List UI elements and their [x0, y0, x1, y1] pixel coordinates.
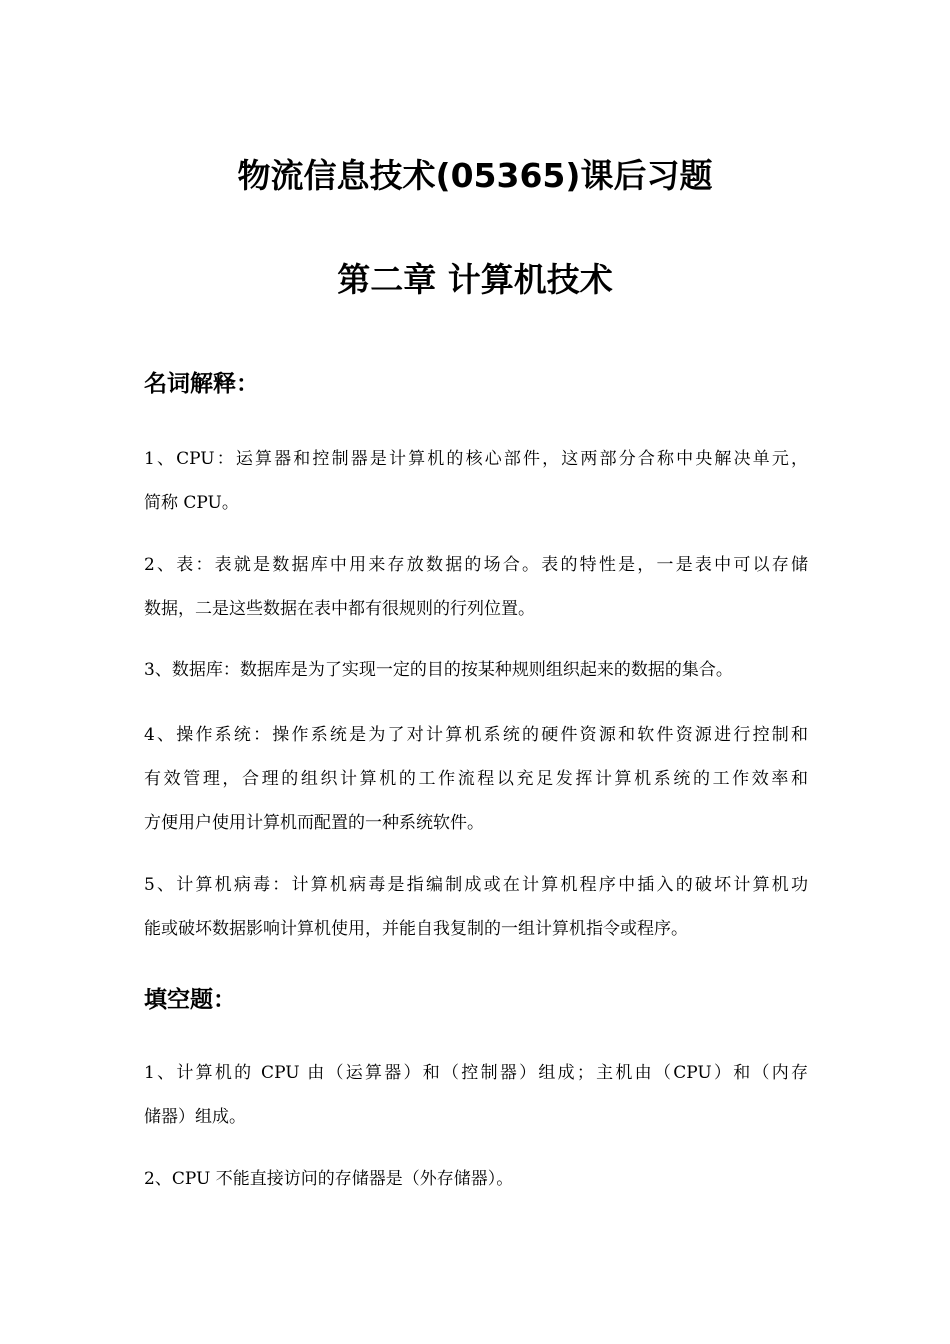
paragraph-line: 方便用户使用计算机而配置的一种系统软件。	[144, 813, 484, 833]
definition-item-database	[144, 648, 808, 692]
paragraph-line: 有效管理，合理的组织计算机的工作流程以充足发挥计算机系统的工作效率和	[144, 769, 808, 789]
paragraph-line: 1、计算机的 CPU 由（运算器）和（控制器）组成；主机由（CPU）和（内存	[144, 1063, 808, 1083]
definition-item-operating-system	[144, 713, 808, 845]
paragraph-line: 储器）组成。	[144, 1107, 246, 1127]
paragraph-line: 4、操作系统：操作系统是为了对计算机系统的硬件资源和软件资源进行控制和	[144, 725, 808, 745]
definition-item-computer-virus	[144, 863, 808, 951]
fill-blank-item-2	[144, 1157, 808, 1201]
paragraph-line: 1、CPU：运算器和控制器是计算机的核心部件，这两部分合称中央解决单元，	[144, 449, 808, 469]
paragraph-line: 3、数据库：数据库是为了实现一定的目的按某种规则组织起来的数据的集合。	[144, 660, 733, 680]
section-heading-fill-in-blank: 填空题：	[144, 987, 236, 1013]
definition-item-table	[144, 543, 808, 631]
paragraph-line: 2、表：表就是数据库中用来存放数据的场合。表的特性是，一是表中可以存储	[144, 555, 808, 575]
document-title: 物流信息技术(05365)课后习题	[237, 156, 713, 195]
chapter-title: 第二章 计算机技术	[337, 260, 613, 299]
definition-item-cpu	[144, 437, 808, 525]
fill-blank-item-1	[144, 1051, 808, 1139]
paragraph-line: 数据，二是这些数据在表中都有很规则的行列位置。	[144, 599, 535, 619]
paragraph-line: 5、计算机病毒：计算机病毒是指编制成或在计算机程序中插入的破坏计算机功	[144, 875, 808, 895]
section-heading-definitions: 名词解释：	[144, 371, 259, 397]
paragraph-line: 能或破坏数据影响计算机使用，并能自我复制的一组计算机指令或程序。	[144, 919, 688, 939]
paragraph-line: 2、CPU 不能直接访问的存储器是（外存储器）。	[144, 1169, 514, 1189]
paragraph-line: 简称 CPU。	[144, 493, 239, 513]
